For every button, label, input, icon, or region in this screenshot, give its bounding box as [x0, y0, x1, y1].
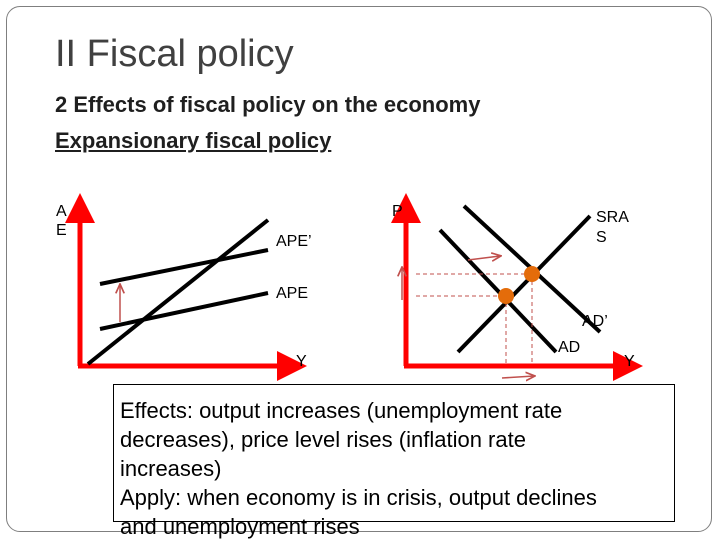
ad-new-label: AD’	[582, 313, 608, 330]
left-y-axis-label-e: E	[56, 222, 67, 239]
left-y-axis-label-a: A	[56, 203, 67, 220]
apply-line: Apply: when economy is in crisis, output declines	[120, 485, 597, 510]
effects-line: increases)	[120, 456, 222, 481]
effects-text	[120, 396, 680, 541]
ad-curve	[440, 230, 556, 352]
equilibrium-point-new	[524, 266, 540, 282]
ape-label: APE	[276, 285, 309, 302]
aggregate-demand-supply-diagram	[392, 203, 635, 378]
apply-line: and unemployment rises	[120, 514, 360, 539]
output-rise-arrow	[502, 376, 534, 378]
effects-line: decreases), price level rises (inflation rate	[120, 427, 526, 452]
ape-new-label: APE’	[276, 233, 312, 250]
equilibrium-point-old	[498, 288, 514, 304]
slide-subtitle: 2 Effects of fiscal policy on the economy	[55, 92, 481, 117]
left-x-axis-label: Y	[296, 353, 307, 370]
ad-shift-right-arrow	[468, 256, 500, 260]
sras-label-line2: S	[596, 229, 607, 246]
slide-title: II Fiscal policy	[55, 33, 294, 75]
sras-label-line1: SRA	[596, 209, 629, 226]
ape-new-line	[100, 250, 268, 284]
right-x-axis-label: Y	[624, 353, 635, 370]
sras-curve	[458, 216, 590, 352]
section-heading: Expansionary fiscal policy	[55, 128, 332, 153]
aggregate-expenditure-diagram	[56, 203, 312, 370]
ape-line	[100, 293, 268, 329]
ad-label: AD	[558, 339, 581, 356]
effects-line: Effects: output increases (unemployment rate	[120, 398, 563, 423]
forty-five-degree-line	[88, 220, 268, 364]
right-y-axis-label: P	[392, 203, 403, 220]
